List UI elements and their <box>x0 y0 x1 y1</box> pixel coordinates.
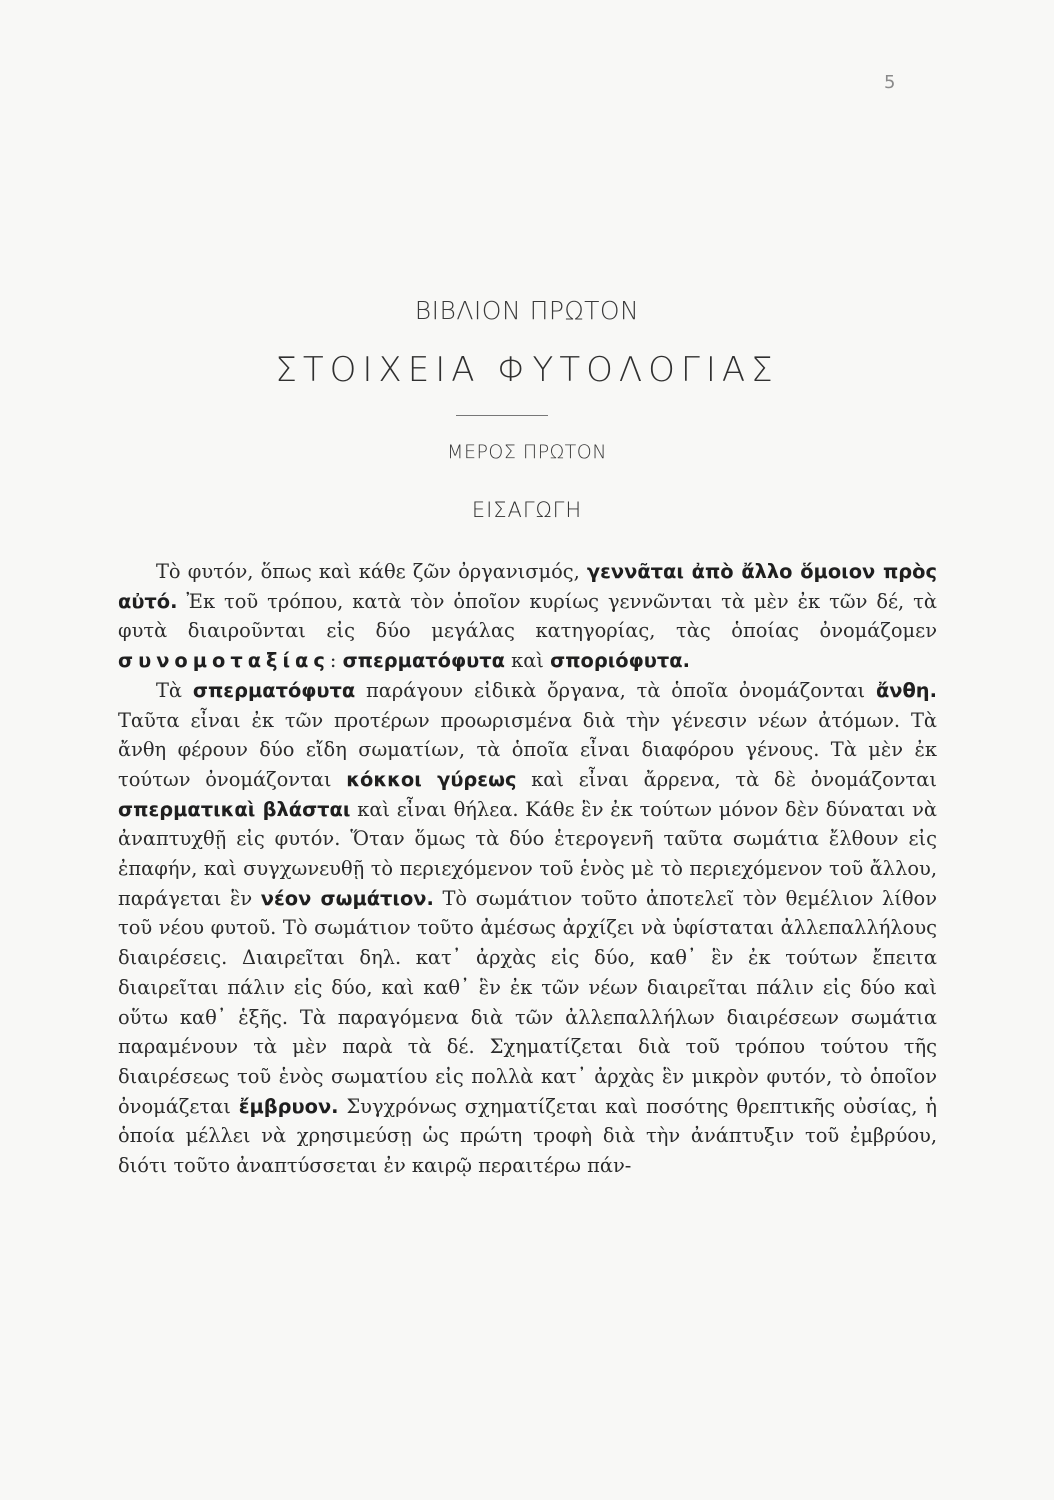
text-run: παράγουν εἰδικὰ ὄργανα, τὰ ὁποῖα ὀνομάζονται <box>366 678 866 702</box>
title-divider <box>456 415 548 416</box>
text-run: Τὰ <box>156 678 183 702</box>
paragraph-1 <box>118 557 937 676</box>
book-heading: ΒΙΒΛΙΟΝ ΠΡΩΤΟΝ <box>414 296 640 325</box>
text-run: Τὸ φυτόν, ὅπως καὶ κάθε ζῶν ὀργανισμός, <box>156 560 580 583</box>
bold-term: σπερματόφυτα <box>342 649 505 673</box>
bold-term: ἔμβρυον. <box>238 1094 339 1118</box>
text-run: καὶ εἶναι θήλεα. Κάθε ἓν ἐκ τούτων μόνον δὲν δύναται νὰ ἀναπτυχθῇ εἰς φυτόν. Ὅταν ὅμως τὰ δύο ἑτερογενῆ ταῦτα σωμάτια ἔλθουν εἰς ἐπαφήν, καὶ συγχωνευθῇ τὸ περιεχόμενον τοῦ ἑνὸς μὲ τὸ περιεχόμενον τοῦ ἄλλου, παράγεται ἓν <box>118 797 937 910</box>
spaced-term: συνομοταξίας <box>118 649 330 673</box>
text-run: καὶ εἶναι ἄρρενα, τὰ δὲ ὀνομάζονται <box>531 767 937 791</box>
text-run: Ἐκ τοῦ τρόπου, κατὰ τὸν ὁποῖον κυρίως γεννῶνται τὰ μὲν ἐκ τῶν δέ, τὰ φυτὰ διαιροῦνται εἰς δύο μεγάλας κατηγορίας, τὰς ὁποίας ὀνομάζομεν <box>118 589 937 643</box>
bold-term: κόκκοι γύρεως <box>346 767 517 791</box>
section-heading: ΕΙΣΑΓΩΓΗ <box>471 498 583 522</box>
paragraph-2 <box>118 676 937 1181</box>
text-run: Τὸ σωμάτιον τοῦτο ἀποτελεῖ τὸν θεμέλιον λίθον τοῦ νέου φυτοῦ. Τὸ σωμάτιον τοῦτο ἀμέσως ἀρχίζει νὰ ὑφίσταται ἀλλεπαλλήλους διαιρέσεις. Διαιρεῖται δηλ. κατ᾽ ἀρχὰς εἰς δύο, καθ᾽ ἓν ἐκ τούτων ἔπειτα διαιρεῖται πάλιν εἰς δύο, καὶ καθ᾽ ἓν ἐκ τῶν νέων διαιρεῖται πάλιν εἰς δύο καὶ οὕτω καθ᾽ ἑξῆς. Τὰ παραγόμενα διὰ τῶν ἀλλεπαλλήλων διαιρέσεων σωμάτια παραμένουν τὰ μὲν παρὰ τὰ δέ. Σχηματίζεται διὰ τοῦ τρόπου τούτου τῆς διαιρέσεως τοῦ ἑνὸς σωματίου εἰς πολλὰ κατ᾽ ἀρχὰς ἓν μικρὸν φυτόν, τὸ ὁποῖον ὀνομάζεται <box>118 886 937 1118</box>
text-run: Ταῦτα εἶναι ἐκ τῶν προτέρων προωρισμένα διὰ τὴν γένεσιν νέων ἀτόμων. Τὰ ἄνθη φέρουν δύο εἴδη σωματίων, τὰ ὁποῖα εἶναι διαφόρου γένους. Τὰ μὲν ἐκ τούτων ὀνομάζονται <box>118 708 937 791</box>
bold-term: σπερματόφυτα <box>192 678 356 702</box>
text-run: Συγχρόνως σχηματίζεται καὶ ποσότης θρεπτικῆς οὐσίας, ἡ ὁποία μέλλει νὰ χρησιμεύσῃ ὡς πρώτη τροφὴ διὰ τὴν ἀνάπτυξιν τοῦ ἐμβρύου, διότι τοῦτο ἀναπτύσσεται ἐν καιρῷ περαιτέρω πάν- <box>118 1094 937 1178</box>
bold-term: νέον σωμάτιον. <box>260 886 434 910</box>
body-text <box>118 557 937 1181</box>
main-title: ΣΤΟΙΧΕΙΑ ΦΥΤΟΛΟΓΙΑΣ <box>275 350 779 390</box>
bold-term: σποριόφυτα. <box>550 649 690 673</box>
text-run: καὶ <box>511 649 544 673</box>
page-number: 5 <box>884 72 896 93</box>
part-heading: ΜΕΡΟΣ ΠΡΩΤΟΝ <box>447 441 607 463</box>
bold-phrase: γεννᾶται ἀπὸ ἄλλο ὅμοιον πρὸς αὐτό. <box>118 560 937 613</box>
bold-term: ἄνθη. <box>875 678 937 702</box>
text-run: : <box>329 649 337 673</box>
bold-term: σπερματικαὶ βλάσται <box>118 797 351 821</box>
